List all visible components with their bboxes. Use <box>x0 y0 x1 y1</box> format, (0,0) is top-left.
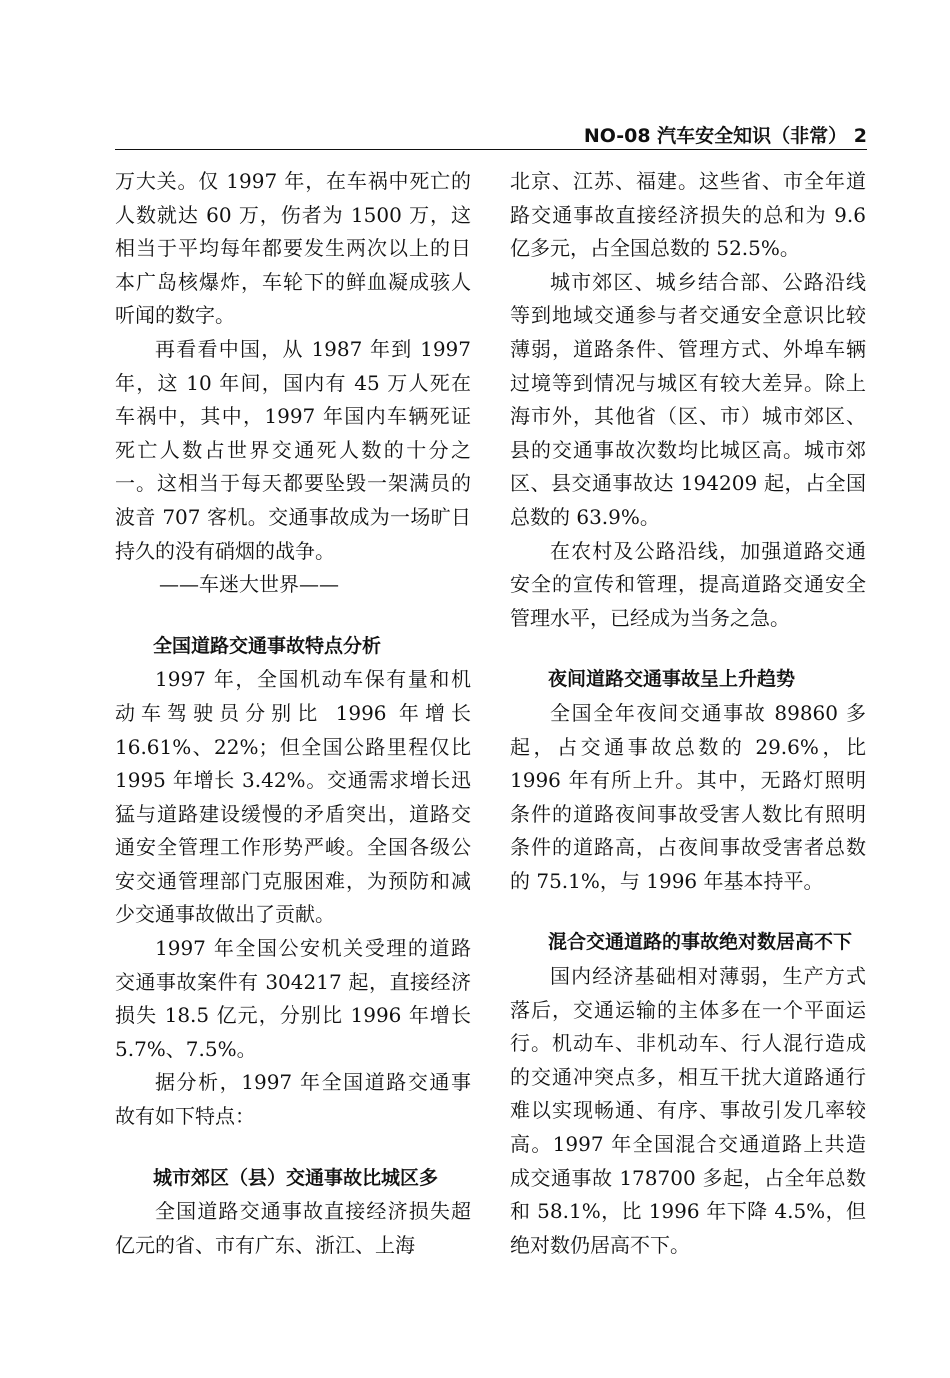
paragraph: 北京、江苏、福建。这些省、市全年道路交通事故直接经济损失的总和为 9.6 亿多元，占全国总数的 52.5%。 <box>510 169 866 261</box>
paragraph: 据分析，1997 年全国道路交通事故有如下特点： <box>115 1070 471 1129</box>
paragraph: 国内经济基础相对薄弱，生产方式落后，交通运输的主体多在一个平面运行。机动车、非机动车、行人混行造成的交通冲突点多，相互干扰大道路通行难以实现畅通、有序、事故引发几率较高。1997 年全国混合交通道路上共造成交通事故 178700 多起，占全年总数和 58.1%，比 1996 年下降 4.5%，但绝对数仍居高不下。 <box>510 964 866 1257</box>
source-attribution: ——车迷大世界—— <box>159 572 339 597</box>
header-rule <box>115 149 867 150</box>
section-heading: 混合交通道路的事故绝对数居高不下 <box>548 931 853 954</box>
running-header: NO-08 汽车安全知识（非常） 2 <box>583 125 867 147</box>
right-column <box>510 165 866 1262</box>
paragraph: 全国道路交通事故直接经济损失超亿元的省、市有广东、浙江、上海 <box>115 1199 471 1257</box>
paragraph: 在农村及公路沿线，加强道路交通安全的宣传和管理，提高道路交通安全管理水平，已经成为当务之急。 <box>510 538 866 630</box>
paragraph: 1997 年，全国机动车保有量和机动车驾驶员分别比 1996 年增长 16.61%、22%；但全国公路里程仅比 1995 年增长 3.42%。交通需求增长迅猛与道路建设缓慢的矛盾突出，道路交通安全管理工作形势严峻。全国各级公安交通管理部门克服困难，为预防和减少交通事故做出了贡献。 <box>115 667 471 927</box>
section-gap <box>510 635 866 663</box>
paragraph: 1997 年全国公安机关受理的道路交通事故案件有 304217 起，直接经济损失 18.5 亿元，分别比 1996 年增长 5.7%、7.5%。 <box>115 936 471 1061</box>
paragraph: 城市郊区、城乡结合部、公路沿线等到地域交通参与者交通安全意识比较薄弱，道路条件、管理方式、外埠车辆过境等到情况与城区有较大差异。除上海市外，其他省（区、市）城市郊区、县的交通事故次数均比城区高。城市郊区、县交通事故达 194209 起，占全国总数的 63.9%。 <box>510 269 866 529</box>
section-heading: 全国道路交通事故特点分析 <box>153 634 382 657</box>
paragraph: 万大关。仅 1997 年，在车祸中死亡的人数就达 60 万，伤者为 1500 万，这相当于平均每年都要发生两次以上的日本广岛核爆炸，车轮下的鲜血凝成骇人听闻的数字。 <box>115 169 471 328</box>
paragraph: 再看看中国，从 1987 年到 1997 年，这 10 年间，国内有 45 万人死在车祸中，其中，1997 年国内车辆死证死亡人数占世界交通死人数的十分之一。这相当于每天都要坠毁一架满员的波音 707 客机。交通事故成为一场旷日持久的没有硝烟的战争。 <box>115 336 471 563</box>
left-column <box>115 165 471 1262</box>
section-gap <box>115 1134 471 1162</box>
section-gap <box>510 898 866 926</box>
section-gap <box>115 602 471 630</box>
section-heading: 夜间道路交通事故呈上升趋势 <box>548 668 796 691</box>
section-heading: 城市郊区（县）交通事故比城区多 <box>153 1166 439 1189</box>
paragraph: 全国全年夜间交通事故 89860 多起，占交通事故总数的 29.6%，比 1996 年有所上升。其中，无路灯照明条件的道路夜间事故受害人数比有照明条件的道路高，占夜间事故受害者总数的 75.1%，与 1996 年基本持平。 <box>510 700 866 893</box>
